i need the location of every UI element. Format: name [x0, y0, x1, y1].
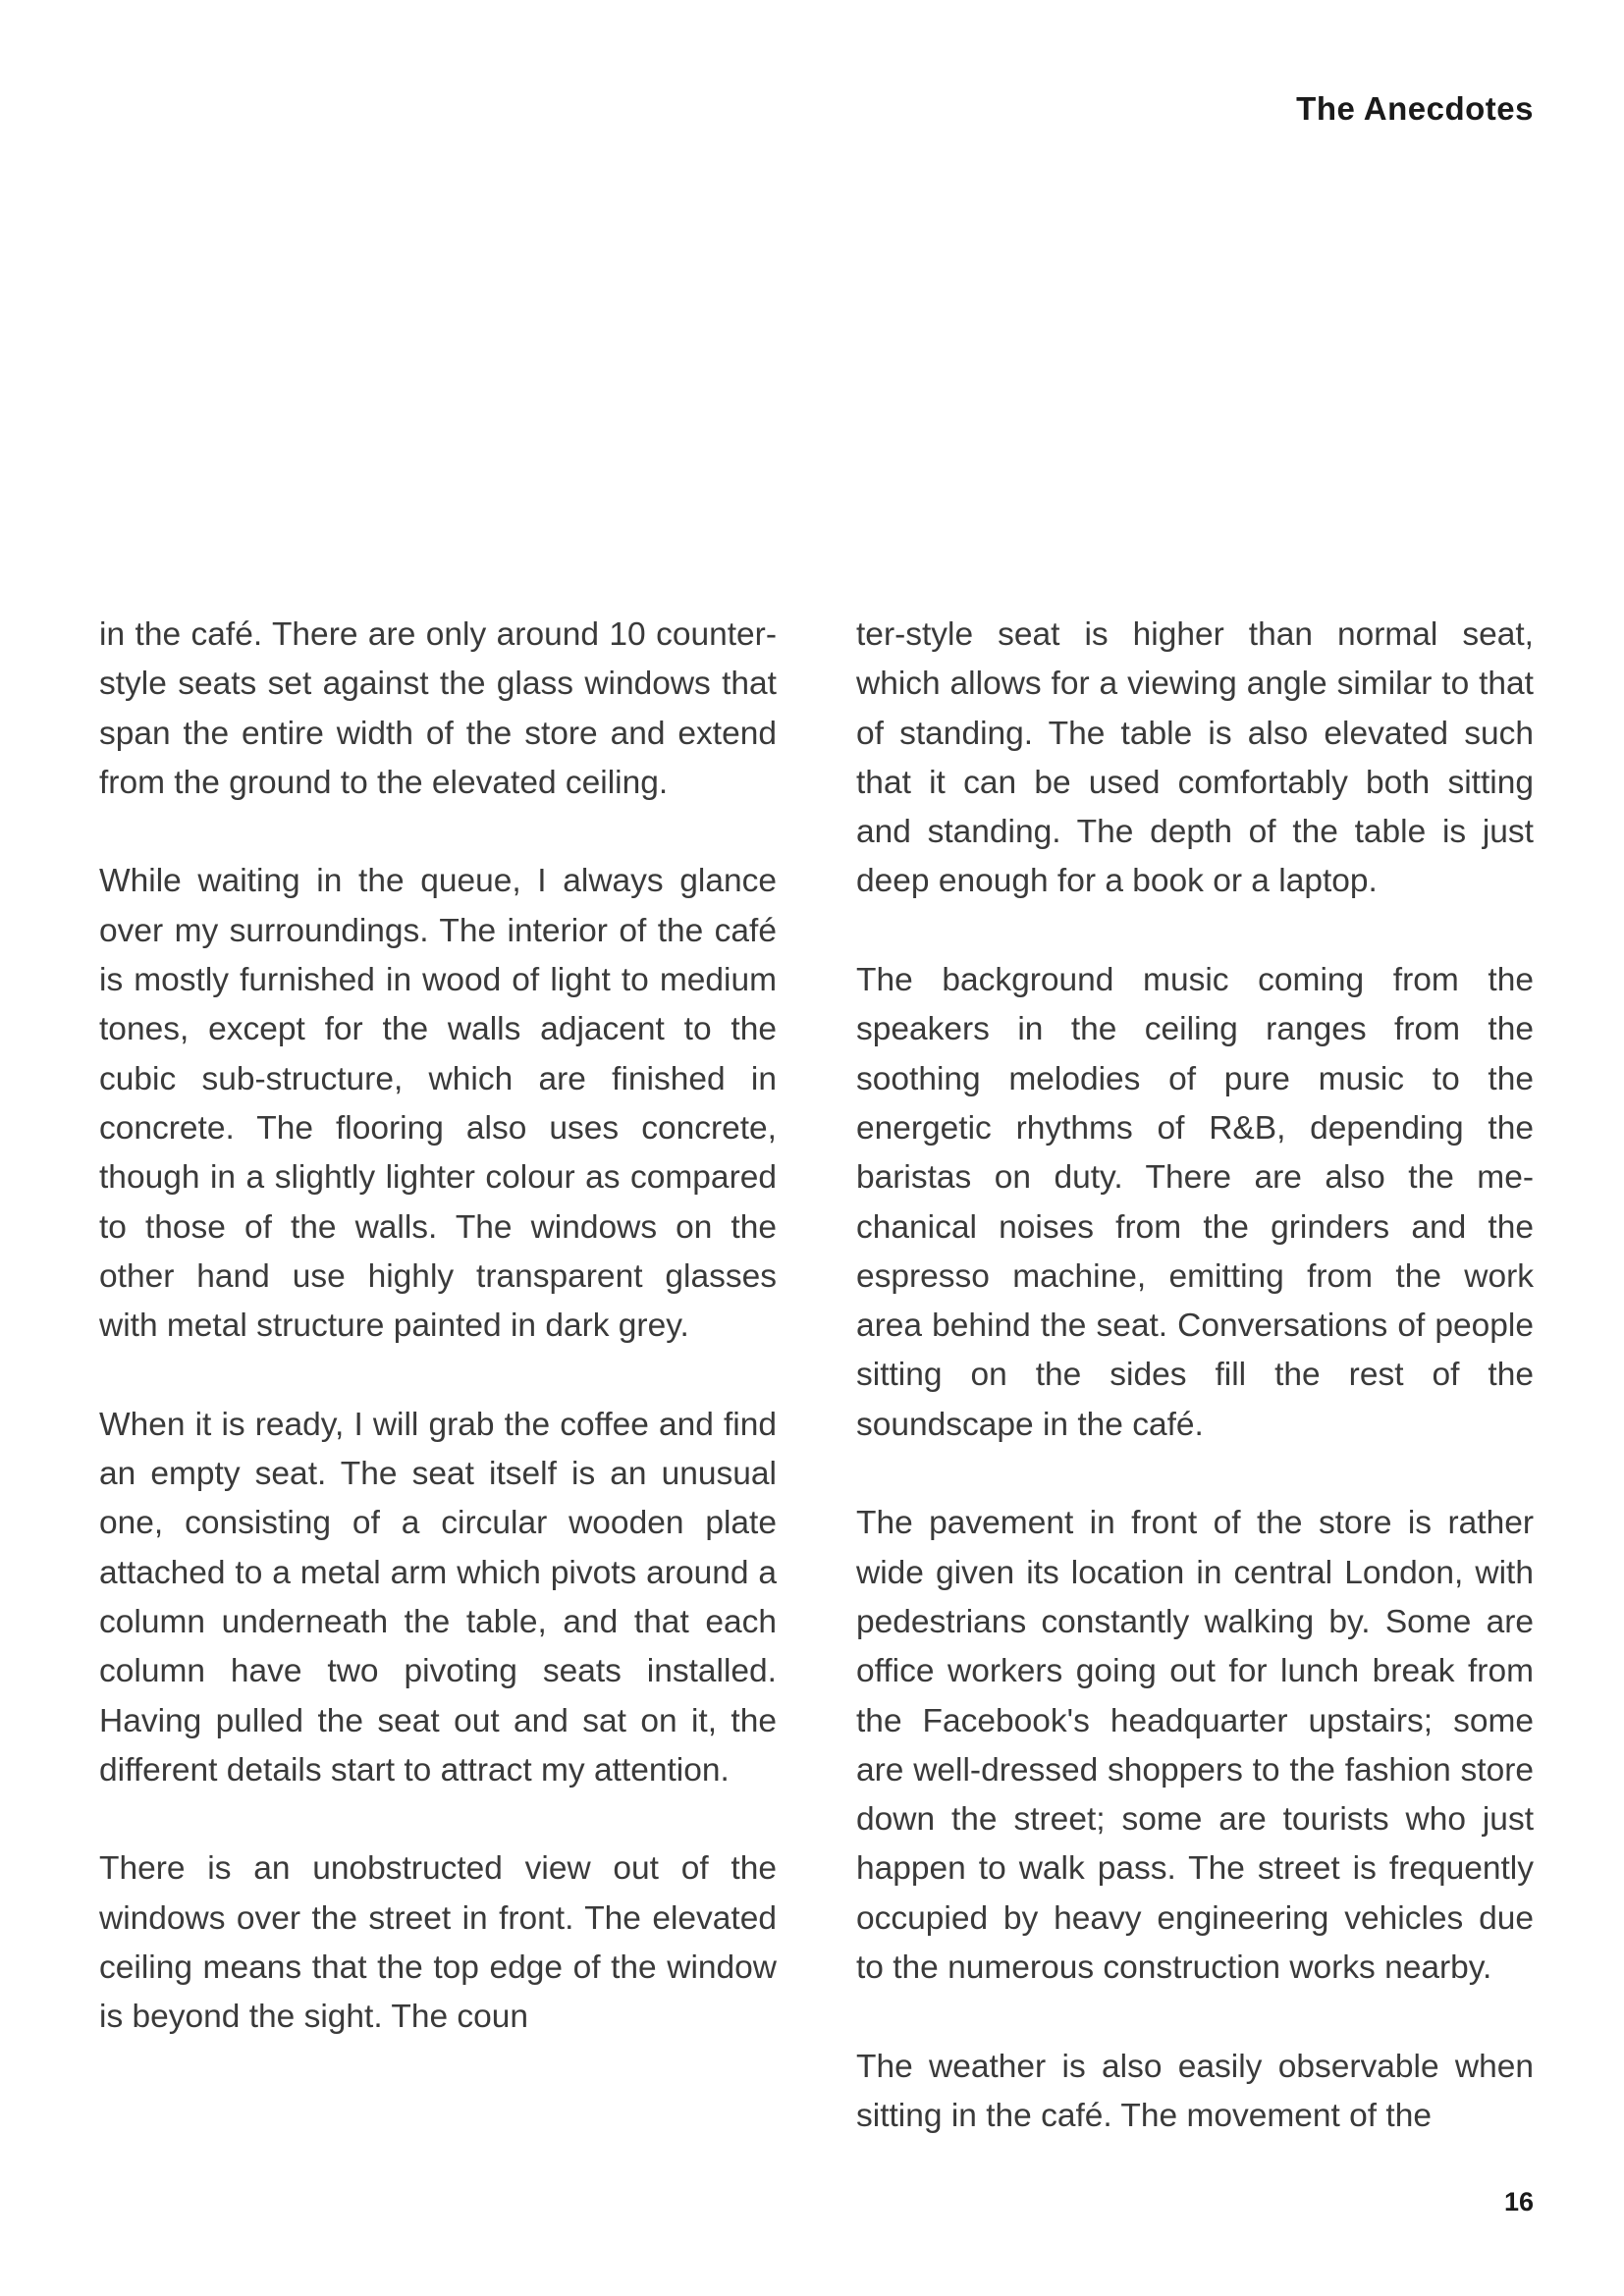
paragraph: When it is ready, I will grab the coffee and find an empty seat. The seat itself is an unusual one, consisting of a circular wooden plate attached to a metal arm which pivots around a column underneath the table, and that each column have two pivoting seats installed. Having pulled the seat out and sat on it, the different details start to attract my attention. — [99, 1406, 777, 1789]
running-header-title: The Anecdotes — [1296, 90, 1534, 127]
paragraph: The background music coming from the speakers in the ceiling ranges from the soothing melodies of pure music to the energetic rhythms of R&B, depending the baristas on duty. There are also the mechanical noises from the grinders and the espresso machine, emitting from the work area behind the seat. Conversations of people sitting on the sides fill the rest of the soundscape in the café. — [856, 962, 1534, 1443]
paragraph: ter-style seat is higher than normal seat, which allows for a viewing angle similar to that of standing. The table is also elevated such that it can be used comfortably both sitting and standing. The depth of the table is just deep enough for a book or a laptop. — [856, 616, 1534, 900]
paragraph: While waiting in the queue, I always glance over my surroundings. The interior of the café is mostly furnished in wood of light to medium tones, except for the walls adjacent to the cubic sub-structure, which are finished in concrete. The flooring also uses concrete, though in a slightly lighter colour as compared to those of the walls. The windows on the other hand use highly transparent glasses with metal structure painted in dark grey. — [99, 863, 777, 1345]
paragraph: The pavement in front of the store is rather wide given its location in central London, with pedestrians constantly walking by. Some are office workers going out for lunch break from the Facebook's headquarter upstairs; some are well-dressed shoppers to the fashion store down the street; some are tourists who just happen to walk pass. The street is frequently occupied by heavy engineering vehicles due to the numerous construction works nearby. — [856, 1505, 1534, 1987]
paragraph: There is an unobstructed view out of the windows over the street in front. The elevated ceiling means that the top edge of the window is beyond the sight. The coun — [99, 1850, 777, 2036]
right-text-column — [856, 611, 1534, 2191]
left-text-column — [99, 611, 777, 2092]
page-number: 16 — [1503, 2187, 1534, 2216]
paragraph: The weather is also easily observable when sitting in the café. The movement of the — [856, 2048, 1534, 2134]
paragraph: in the café. There are only around 10 counter-style seats set against the glass windows that span the entire width of the store and extend from the ground to the elevated ceiling. — [99, 616, 777, 801]
